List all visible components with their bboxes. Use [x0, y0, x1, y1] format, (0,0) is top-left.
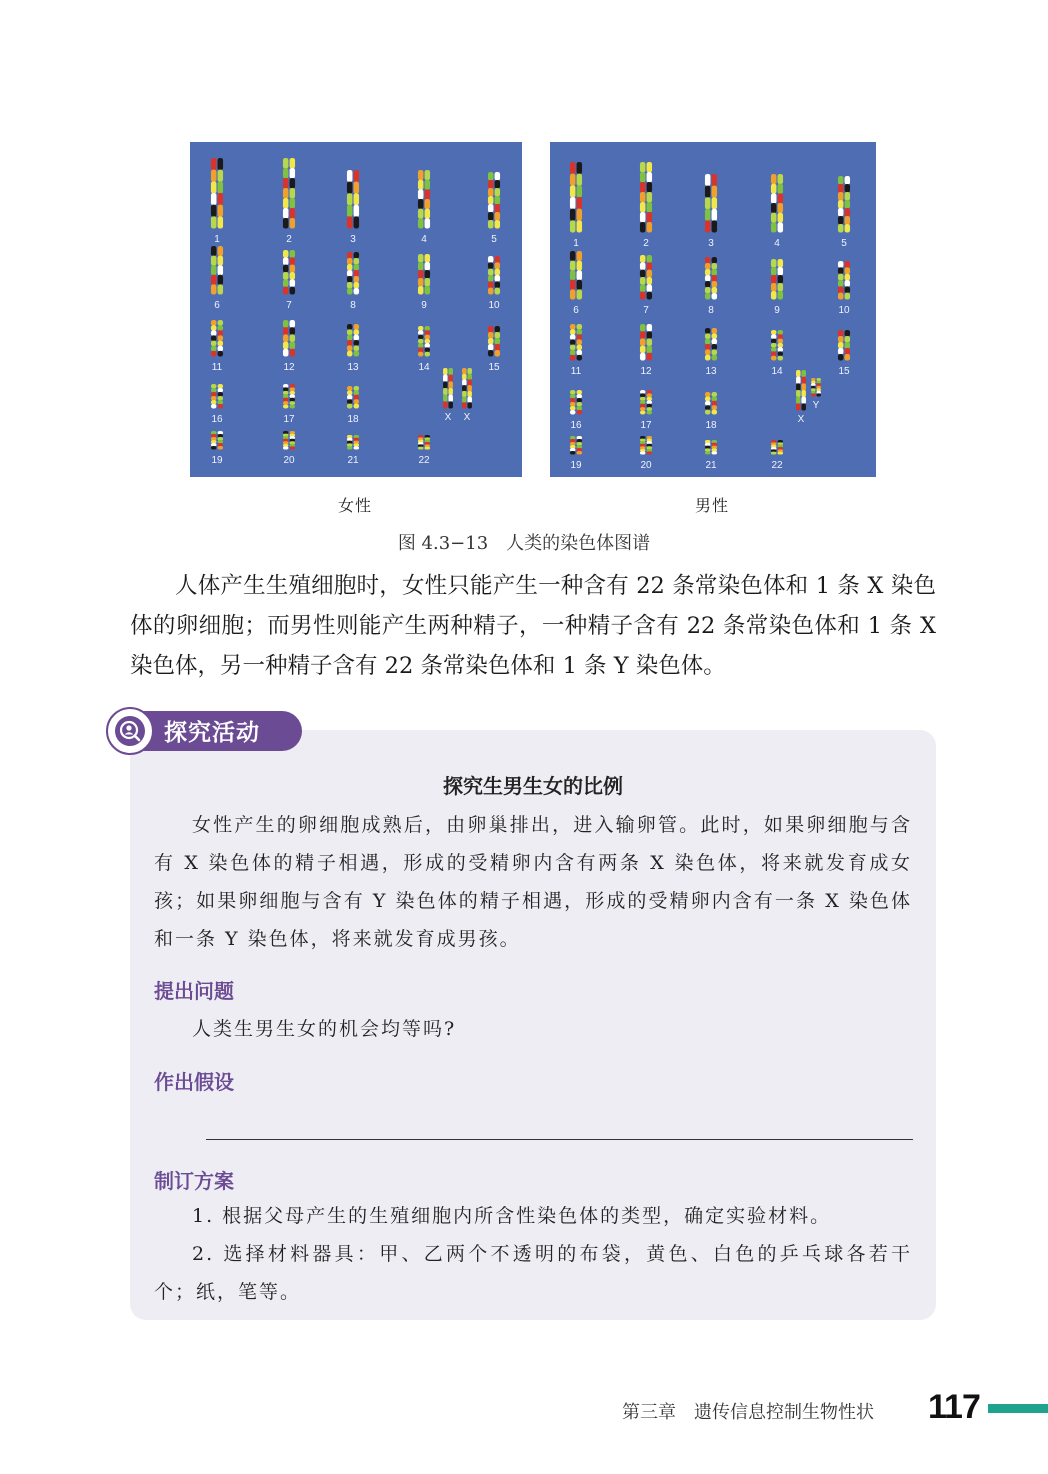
chromosome-1	[570, 162, 582, 233]
activity-badge	[106, 707, 302, 755]
footer-accent-bar	[988, 1404, 1048, 1413]
activity-badge-circle	[106, 707, 154, 755]
chromosome-2	[283, 158, 295, 229]
chromosome-9	[771, 259, 783, 300]
chromosome-14	[418, 326, 430, 357]
chromosome-2	[640, 162, 652, 233]
page-number: 117	[928, 1388, 980, 1426]
chromosome-number: 19	[211, 455, 223, 466]
chromosome-number: 16	[570, 420, 582, 431]
activity-intro	[154, 806, 912, 958]
activity-intro-text: 女性产生的卵细胞成熟后，由卵巢排出，进入输卵管。此时，如果卵细胞与含有 X 染色体的精子相遇，形成的受精卵内含有两条 X 染色体，将来就发育成女孩；如果卵细胞与含有 Y 染色体的精子相遇，形成的受精卵内含有一条 X 染色体和一条 Y 染色体，将来就发育成男孩。	[154, 814, 912, 950]
chromosome-number: 1	[214, 234, 220, 245]
chromosome-21	[347, 435, 359, 450]
chromosome-15	[838, 330, 850, 361]
chromosome-number: 17	[640, 420, 652, 431]
chromosome-number: 12	[640, 366, 652, 377]
chromosome-22	[771, 440, 783, 455]
chromosome-14	[771, 330, 783, 361]
chromosome-13	[347, 324, 359, 357]
chromosome-13	[705, 328, 717, 361]
chromosome-number: 7	[643, 305, 649, 316]
chromosome-number: 18	[705, 420, 717, 431]
chromosome-11	[570, 324, 582, 361]
plan-step-1: 1. 根据父母产生的生殖细胞内所含性染色体的类型，确定实验材料。	[192, 1205, 832, 1227]
chromosome-number: 12	[283, 362, 295, 373]
chromosome-number: 2	[643, 238, 649, 249]
chromosome-5	[838, 176, 850, 233]
sex-chromosome-label: X	[444, 412, 452, 423]
chromosome-1	[211, 158, 223, 229]
chromosome-7	[283, 250, 295, 295]
sex-chromosome-y	[811, 378, 821, 397]
sex-chromosome-x	[462, 368, 472, 409]
chromosome-number: 13	[705, 366, 717, 377]
chromosome-number: 8	[350, 300, 356, 311]
chromosome-number: 9	[421, 300, 427, 311]
chromosome-12	[640, 324, 652, 361]
chromosome-10	[838, 261, 850, 300]
chromosome-number: 20	[283, 455, 295, 466]
chromosome-number: 17	[283, 414, 295, 425]
chromosome-20	[283, 431, 295, 450]
chromosome-number: 3	[350, 234, 356, 245]
footer-chapter-title: 遗传信息控制生物性状	[694, 1402, 874, 1423]
chromosome-number: 14	[771, 366, 783, 377]
chromosome-19	[570, 436, 582, 455]
question-heading: 提出问题	[154, 979, 234, 1003]
chromosome-number: 9	[774, 305, 780, 316]
male-karyotype-image	[550, 142, 876, 477]
chromosome-number: 10	[838, 305, 850, 316]
male-karyotype-svg	[550, 142, 876, 477]
sex-chromosome-label: X	[797, 414, 805, 425]
female-karyotype-image	[190, 142, 522, 477]
chromosome-7	[640, 255, 652, 300]
chromosome-8	[705, 257, 717, 300]
plan-steps	[154, 1197, 912, 1311]
footer-chapter-number: 第三章	[622, 1402, 676, 1423]
chromosome-number: 13	[347, 362, 359, 373]
chromosome-15	[488, 326, 500, 357]
chromosome-16	[570, 390, 582, 415]
chromosome-6	[570, 251, 582, 300]
chromosome-number: 6	[214, 300, 220, 311]
question-block	[154, 1010, 912, 1048]
chromosome-22	[418, 435, 430, 450]
chromosome-4	[418, 170, 430, 229]
body-paragraph-text: 人体产生生殖细胞时，女性只能产生一种含有 22 条常染色体和 1 条 X 染色体的卵细胞；而男性则能产生两种精子，一种精子含有 22 条常染色体和 1 条 X 染色体，另一种精子含有 22 条常染色体和 1 条 Y 染色体。	[130, 573, 936, 679]
chromosome-18	[347, 386, 359, 409]
sex-chromosome-x	[796, 370, 806, 411]
sex-chromosome-x	[443, 368, 453, 409]
plan-step-2: 2. 选择材料器具：甲、乙两个不透明的布袋，黄色、白色的乒乓球各若干个；纸，笔等。	[154, 1243, 912, 1303]
body-paragraph	[130, 566, 936, 686]
chromosome-12	[283, 320, 295, 357]
chromosome-number: 6	[573, 305, 579, 316]
sex-chromosome-label: X	[463, 412, 471, 423]
sex-chromosome-label: Y	[812, 400, 820, 411]
plan-heading: 制订方案	[154, 1169, 234, 1193]
activity-title: 探究生男生女的比例	[443, 774, 623, 798]
chromosome-number: 15	[838, 366, 850, 377]
chromosome-number: 15	[488, 362, 500, 373]
chromosome-number: 21	[705, 460, 717, 471]
chromosome-8	[347, 252, 359, 295]
hypothesis-heading: 作出假设	[154, 1070, 234, 1094]
figure-caption-text: 人类的染色体图谱	[506, 533, 651, 554]
hypothesis-answer-line	[206, 1139, 913, 1140]
chromosome-3	[705, 174, 717, 233]
chromosome-number: 10	[488, 300, 500, 311]
chromosome-20	[640, 436, 652, 455]
chromosome-number: 11	[570, 366, 582, 377]
chromosome-number: 16	[211, 414, 223, 425]
female-label: 女性	[338, 496, 373, 515]
activity-badge-label: 探究活动	[164, 720, 260, 746]
chromosome-number: 20	[640, 460, 652, 471]
chromosome-6	[211, 246, 223, 295]
chromosome-4	[771, 174, 783, 233]
footer-chapter	[622, 1398, 874, 1424]
chromosome-3	[347, 170, 359, 229]
chromosome-number: 11	[211, 362, 223, 373]
chromosome-number: 18	[347, 414, 359, 425]
chromosome-21	[705, 440, 717, 455]
chromosome-number: 4	[774, 238, 780, 249]
figure-caption	[0, 529, 1048, 555]
chromosome-16	[211, 384, 223, 409]
figure-number: 图 4.3−13	[397, 533, 489, 554]
chromosome-number: 5	[491, 234, 497, 245]
chromosome-number: 21	[347, 455, 359, 466]
chromosome-10	[488, 256, 500, 295]
chromosome-number: 1	[573, 238, 579, 249]
chromosome-9	[418, 254, 430, 295]
chromosome-number: 22	[771, 460, 783, 471]
chromosome-number: 4	[421, 234, 427, 245]
chromosome-11	[211, 320, 223, 357]
chromosome-17	[640, 390, 652, 415]
chromosome-number: 19	[570, 460, 582, 471]
chromosome-number: 22	[418, 455, 430, 466]
female-karyotype-svg	[190, 142, 522, 477]
chromosome-number: 2	[286, 234, 292, 245]
question-text: 人类生男生女的机会均等吗?	[192, 1018, 457, 1040]
inquiry-icon	[115, 716, 145, 746]
chromosome-number: 7	[286, 300, 292, 311]
chromosome-17	[283, 384, 295, 409]
chromosome-19	[211, 431, 223, 450]
chromosome-5	[488, 172, 500, 229]
chromosome-18	[705, 392, 717, 415]
male-label: 男性	[695, 496, 730, 515]
chromosome-number: 3	[708, 238, 714, 249]
chromosome-number: 14	[418, 362, 430, 373]
chromosome-number: 8	[708, 305, 714, 316]
chromosome-number: 5	[841, 238, 847, 249]
